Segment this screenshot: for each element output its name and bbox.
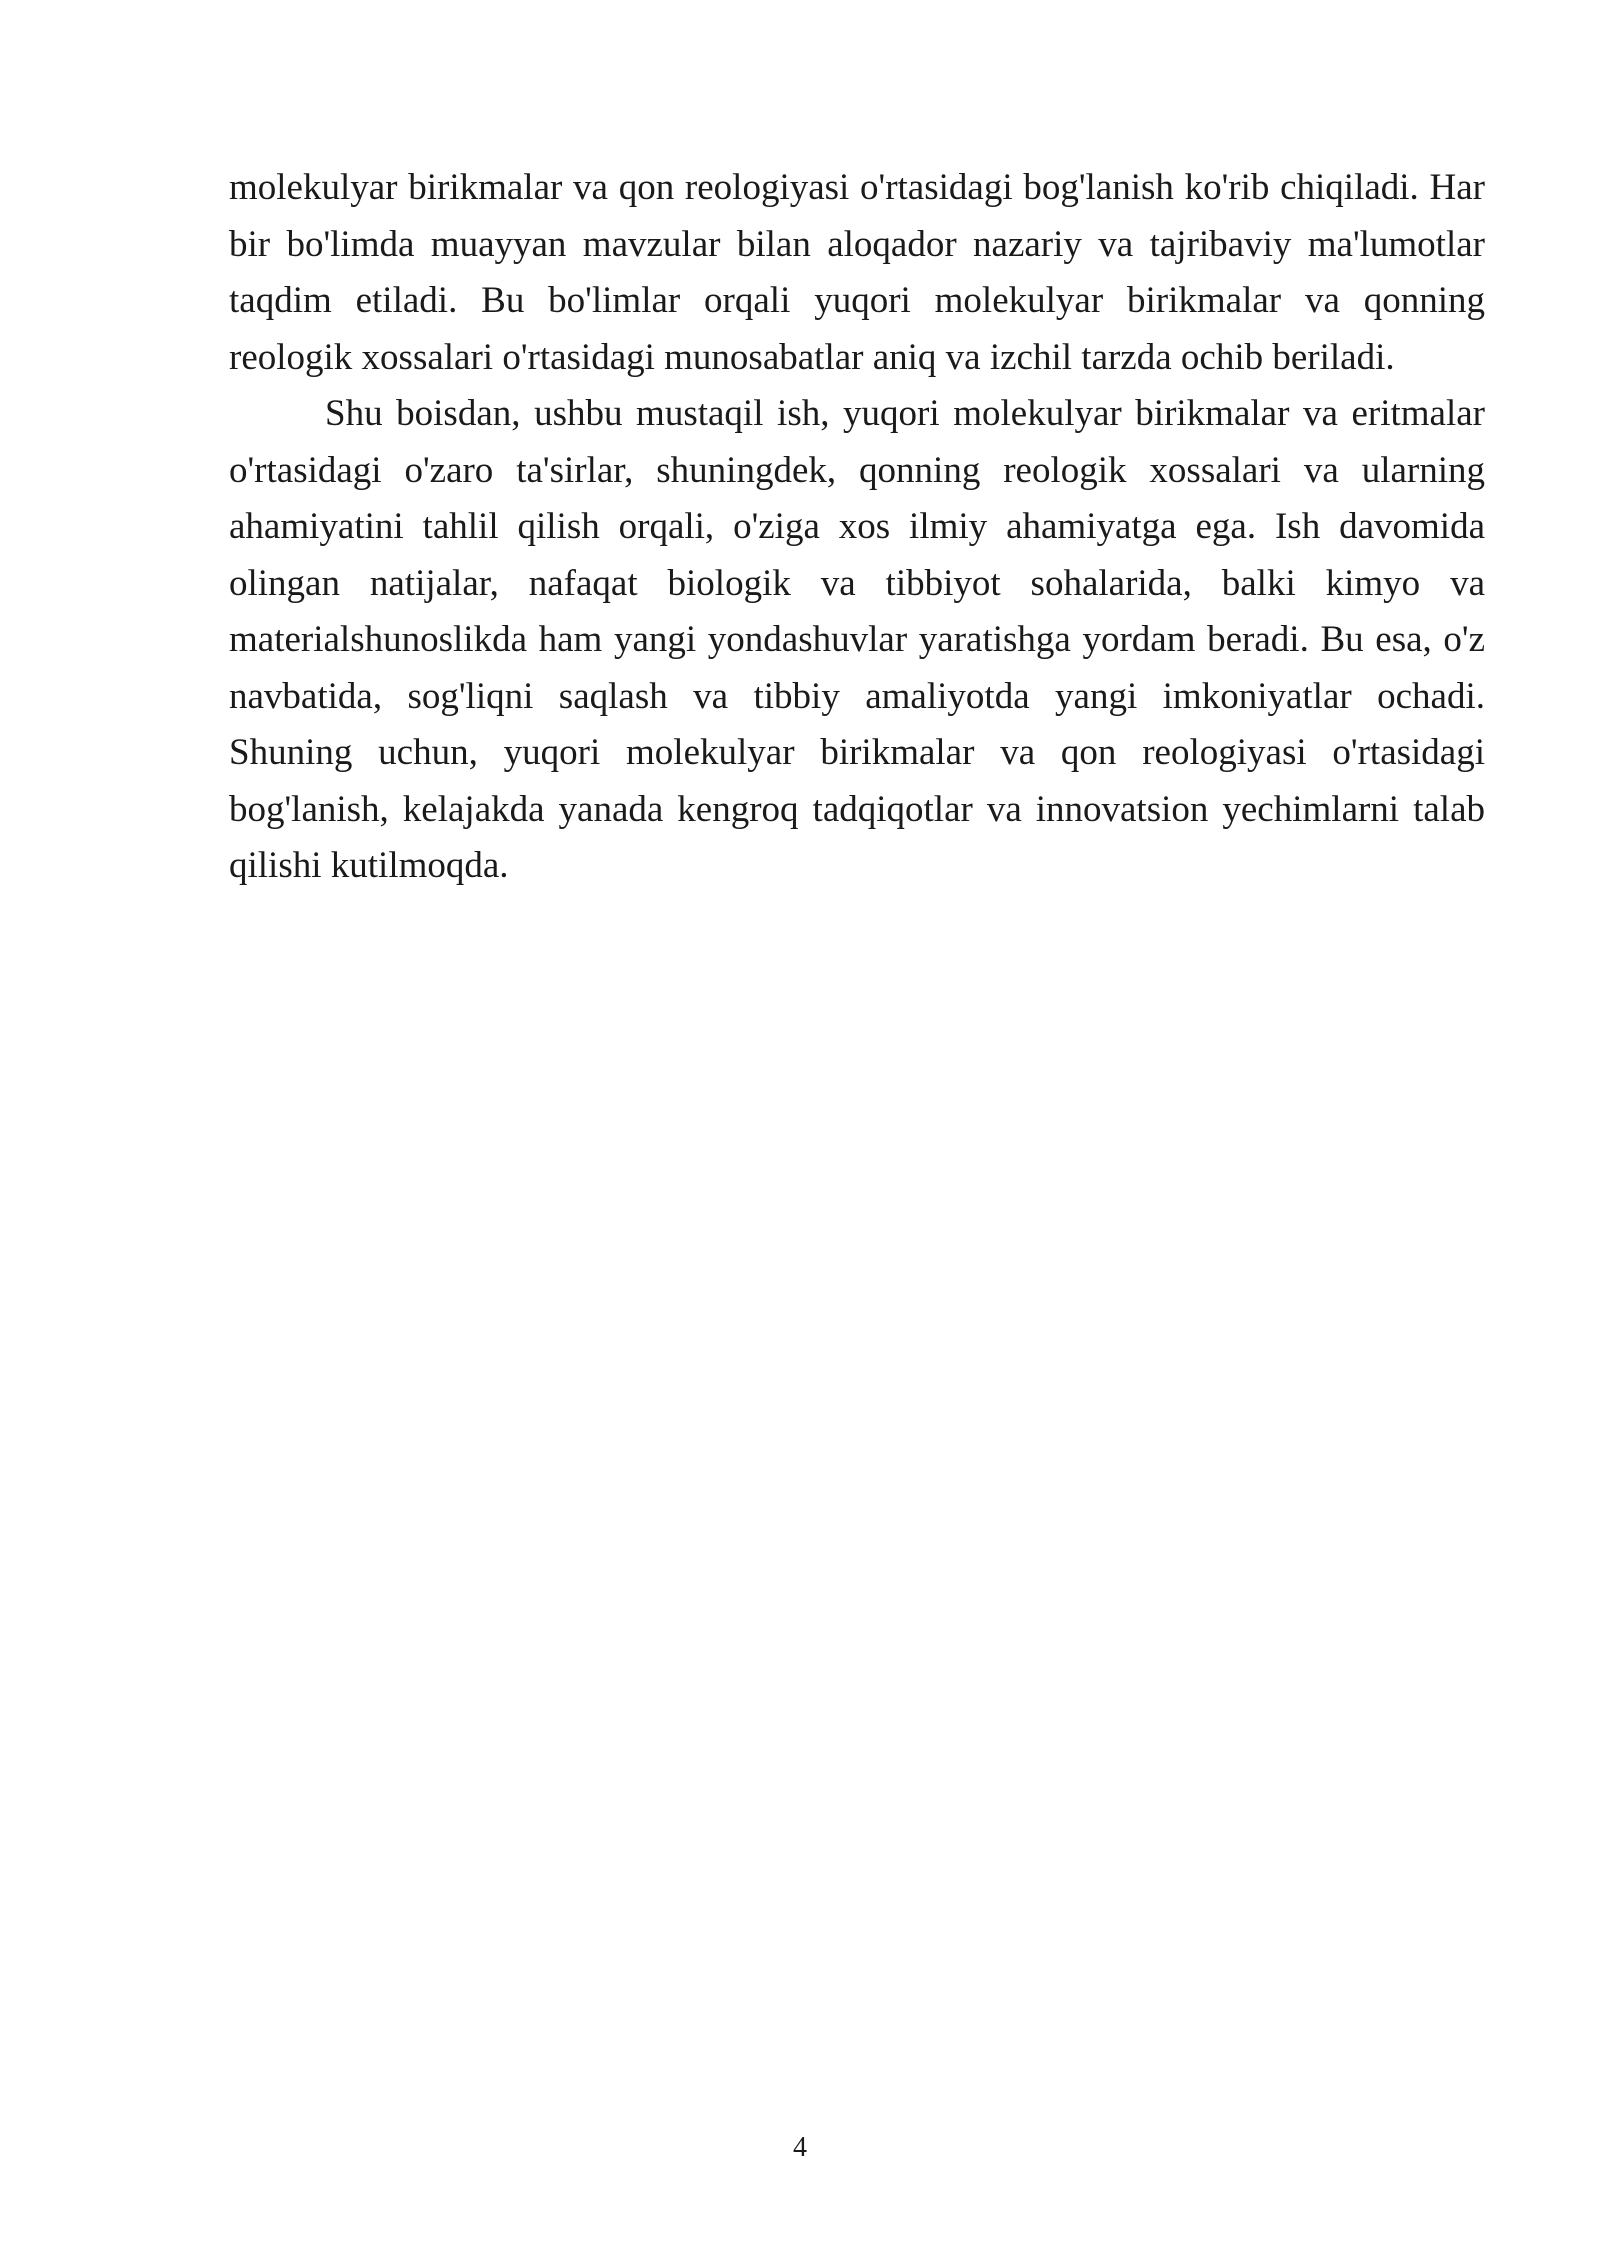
paragraph-conclusion: Shu boisdan, ushbu mustaqil ish, yuqori molekulyar birikmalar va eritmalar o'rtasidagi o'zaro ta'sirlar, shuningdek, qonning reologik xossalari va ularning ahamiyatini tahlil qilish orqali, o'ziga xos ilmiy ahamiyatga ega. Ish davomida olingan natijalar, nafaqat biologik va tibbiyot sohalarida, balki kimyo va materialshunoslikda ham yangi yondashuvlar yaratishga yordam beradi. Bu esa, o'z navbatida, sog'liqni saqlash va tibbiy amaliyotda yangi imkoniyatlar ochadi. Shuning uchun, yuqori molekulyar birikmalar va qon reologiyasi o'rtasidagi bog'lanish, kelajakda yanada kengroq tadqiqotlar va innovatsion yechimlarni talab qilishi kutilmoqda. (229, 393, 1485, 886)
paragraph-continuation: molekulyar birikmalar va qon reologiyasi o'rtasidagi bog'lanish ko'rib chiqiladi. Har bir bo'limda muayyan mavzular bilan aloqador nazariy va tajribaviy ma'lumotlar taqdim etiladi. Bu bo'limlar orqali yuqori molekulyar birikmalar va qonning reologik xossalari o'rtasidagi munosabatlar aniq va izchil tarzda ochib beriladi. (229, 167, 1485, 378)
page-number: 4 (793, 2132, 807, 2163)
body-text (229, 160, 1485, 895)
